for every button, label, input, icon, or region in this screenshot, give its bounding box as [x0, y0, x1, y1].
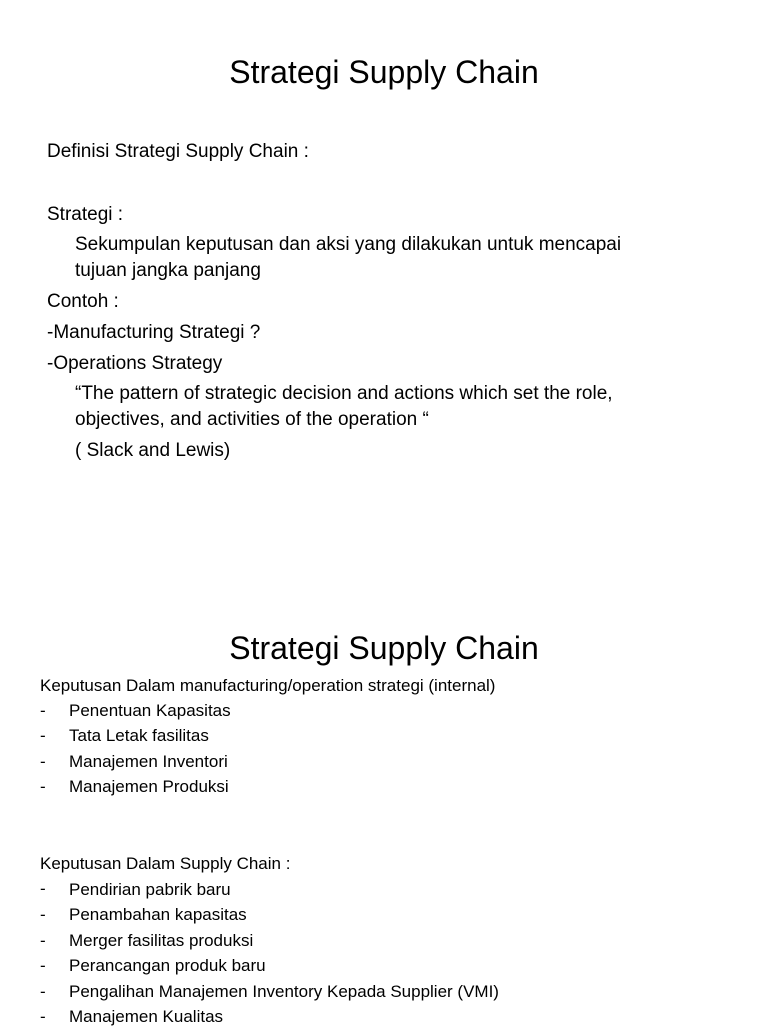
list-item: Penentuan Kapasitas	[69, 701, 231, 720]
example-manufacturing-strategy: -Manufacturing Strategi ?	[47, 322, 261, 343]
bullet-dash: -	[40, 905, 46, 924]
strategi-definition-line-1: Sekumpulan keputusan dan aksi yang dilakukan untuk mencapai	[75, 234, 622, 255]
slide-2-title: Strategi Supply Chain	[229, 630, 539, 666]
strategi-definition-line-2: tujuan jangka panjang	[75, 260, 261, 281]
example-operations-strategy: -Operations Strategy	[47, 353, 223, 374]
slide-2	[0, 576, 768, 1024]
list-item: Manajemen Inventori	[69, 752, 228, 771]
strategi-label: Strategi :	[47, 204, 124, 225]
list-item: Penambahan kapasitas	[69, 905, 247, 924]
list-item: Pengalihan Manajemen Inventory Kepada Supplier (VMI)	[69, 982, 499, 1001]
slide-1-title: Strategi Supply Chain	[229, 54, 539, 90]
list-item: Perancangan produk baru	[69, 956, 266, 975]
quote-citation: ( Slack and Lewis)	[75, 440, 231, 461]
bullet-dash: -	[40, 879, 46, 898]
supply-chain-decisions-heading: Keputusan Dalam Supply Chain :	[40, 854, 291, 873]
list-item: Pendirian pabrik baru	[69, 880, 231, 899]
bullet-dash: -	[40, 956, 46, 975]
bullet-dash: -	[40, 726, 46, 745]
list-item: Manajemen Produksi	[69, 777, 229, 796]
list-item: Manajemen Kualitas	[69, 1007, 224, 1026]
bullet-dash: -	[40, 982, 46, 1001]
bullet-dash: -	[40, 931, 46, 950]
list-item: Tata Letak fasilitas	[69, 726, 209, 745]
contoh-label: Contoh :	[47, 291, 119, 312]
list-item: Merger fasilitas produksi	[69, 931, 254, 950]
definition-heading: Definisi Strategi Supply Chain :	[47, 141, 309, 162]
bullet-dash: -	[40, 1007, 46, 1026]
bullet-dash: -	[40, 752, 46, 771]
internal-decisions-heading: Keputusan Dalam manufacturing/operation strategi (internal)	[40, 676, 496, 695]
quote-line-1: “The pattern of strategic decision and actions which set the role,	[75, 383, 613, 404]
bullet-dash: -	[40, 701, 46, 720]
quote-line-2: objectives, and activities of the operation “	[75, 409, 429, 430]
bullet-dash: -	[40, 777, 46, 796]
